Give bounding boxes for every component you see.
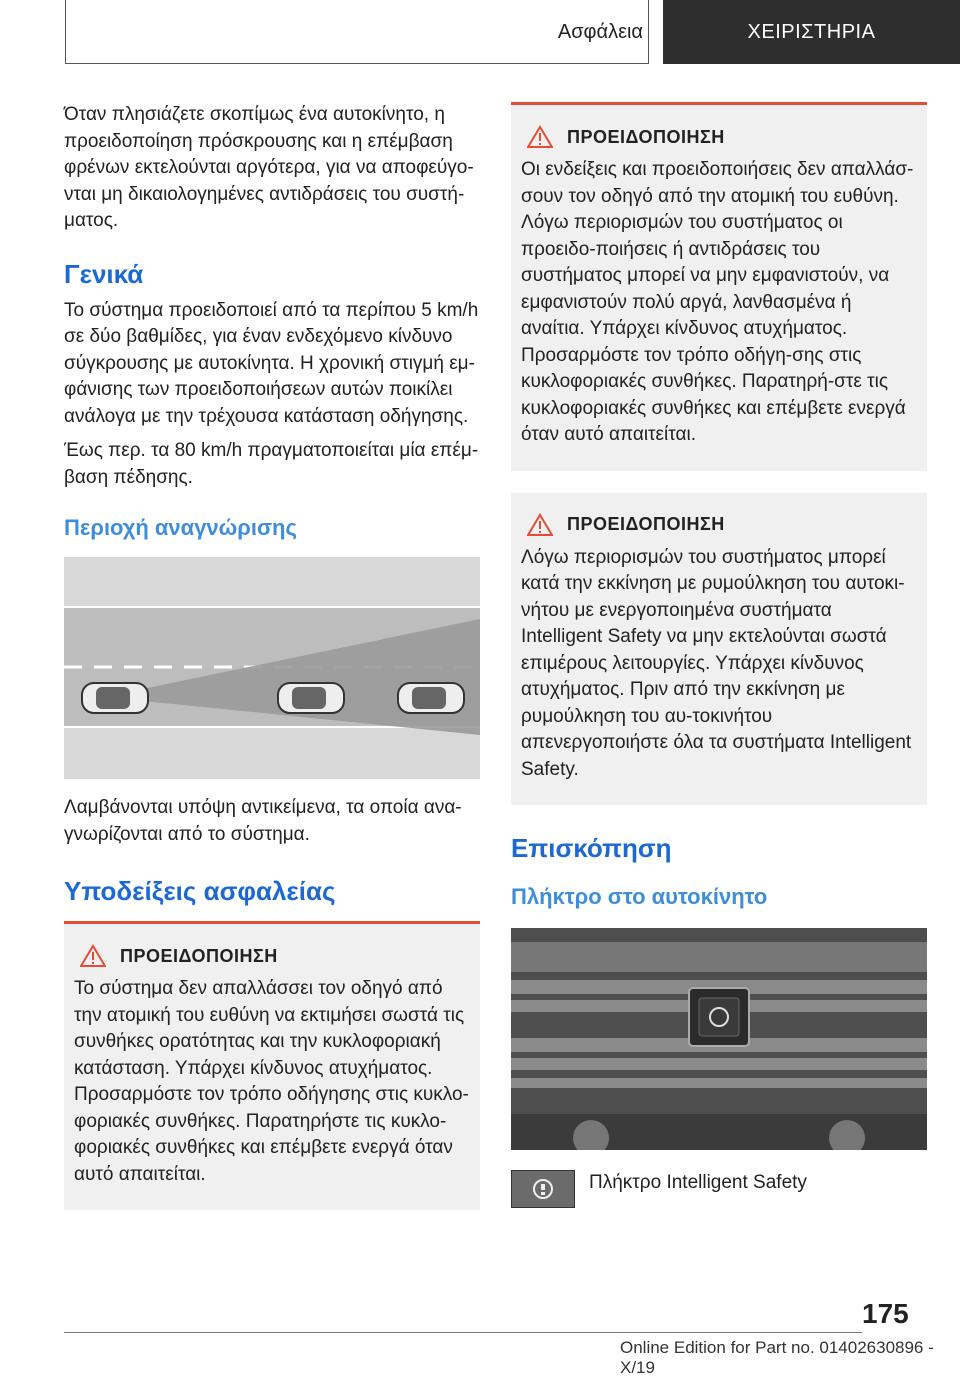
warning-box-2 (511, 102, 927, 471)
heading-detection-area: Περιοχή αναγνώρισης (64, 515, 297, 540)
warning-triangle-icon (527, 125, 553, 149)
warning-triangle-icon (527, 513, 553, 537)
button-caption: Πλήκτρο Intelligent Safety (589, 1172, 807, 1193)
car-front (398, 683, 464, 713)
detection-area-illustration (64, 557, 480, 779)
warning-3-text: Λόγω περιορισμών του συστήματος μπορεί κατά την εκκίνηση με ρυμούλκηση του αυτοκι-νήτου με ενεργοποιημένα συστήματα Intelligent Safety να μην εκτελούνται σωστά επιμέρους λειτουργίες. Υπάρχει κίνδυνος ατυχήματος. Πριν από την εκκίνηση με ρυμούλκηση του αυ-τοκινήτου απενεργοποιήστε όλα τα συστήματα Intelligent Safety. (521, 546, 912, 780)
header-chapter-tab: ΧΕΙΡΙΣΤΗΡΙΑ (663, 0, 960, 64)
general-paragraph-2: Έως περ. τα 80 km/h πραγματοποιείται μία επέμ-βαση πέδησης. (64, 440, 479, 488)
heading-overview: Επισκόπηση (511, 833, 672, 863)
warning-3-title: ΠΡΟΕΙΔΟΠΟΙΗΣΗ (567, 514, 725, 534)
page-number: 175 (862, 1298, 909, 1329)
car-own (82, 683, 148, 713)
dashboard-photo-drawing (511, 928, 927, 1150)
warning-box-3 (511, 493, 927, 806)
general-paragraph-1: Το σύστημα προειδοποιεί από τα περίπου 5 km/h σε δύο βαθμίδες, για έναν ενδεχόμενο κίνδυνο σύγκρουσης με αυτοκίνητα. Η χρονική στιγμή εμ-φάνισης των προειδοποιήσεων αυτών ποικίλει ανάλογα με την τρέχουσα κατάσταση οδήγησης. (64, 299, 479, 427)
warning-2-text: Οι ενδείξεις και προειδοποιήσεις δεν απαλλάσ-σουν τον οδηγό από την ατομική του ευθύνη. Λόγω περιορισμών του συστήματος οι προειδο-ποιήσεις ή αντιδράσεις του συστήματος μπορεί να μην εμφανιστούν, να εμφανιστούν πολύ αργά, λανθασμένα ή αναίτια. Υπάρχει κίνδυνος ατυχήματος. Προσαρμόστε τον τρόπο οδήγη-σης στις κυκλοφοριακές συνθήκες. Παρατηρή-στε τις κυκλοφοριακές συνθήκες και επέμβετε ενεργά όταν αυτό απαιτείται. (521, 159, 914, 445)
heading-button-in-car: Πλήκτρο στο αυτοκίνητο (511, 884, 768, 909)
intro-paragraph: Όταν πλησιάζετε σκοπίμως ένα αυτοκίνητο, η προειδοποίηση πρόσκρουσης και η επέμβαση φρένων εκτελούνται αργότερα, για να αποφεύγο-νται μη δικαιολογημένες αντιδράσεις του συστή-ματος. (64, 104, 474, 231)
button-legend-row (511, 1170, 927, 1208)
warning-1-text: Το σύστημα δεν απαλλάσσει τον οδηγό από την ατομική του ευθύνη να εκτιμήσει σωστά τις συνθήκες ορατότητας και την κυκλοφοριακή κατάσταση. Υπάρχει κίνδυνος ατυχήματος. Προσαρμόστε τον τρόπο οδήγησης στις κυκλο-φοριακές συνθήκες. Παρατηρήστε τις κυκλο-φοριακές συνθήκες και επέμβετε ενεργά όταν αυτό απαιτείται. (74, 978, 469, 1185)
detection-area-diagram (64, 557, 480, 779)
left-column (64, 102, 480, 1210)
footer-divider (64, 1332, 862, 1333)
detection-caption: Λαμβάνονται υπόψη αντικείμενα, τα οποία ανα-γνωρίζονται από το σύστημα. (64, 797, 462, 845)
right-column (511, 102, 927, 1208)
heading-general: Γενικά (64, 258, 144, 289)
warning-2-title: ΠΡΟΕΙΔΟΠΟΙΗΣΗ (567, 126, 725, 147)
warning-1-title: ΠΡΟΕΙΔΟΠΟΙΗΣΗ (120, 945, 278, 966)
edition-footer: Online Edition for Part no. 01402630896 - X/19 (620, 1338, 934, 1377)
warning-box-1 (64, 921, 480, 1210)
car-middle (278, 683, 344, 713)
heading-safety-notes: Υποδείξεις ασφαλείας (64, 876, 336, 906)
header-section-title: Ασφάλεια (557, 20, 643, 43)
intelligent-safety-button (511, 1170, 575, 1208)
warning-triangle-icon (80, 944, 106, 968)
intelligent-safety-icon (528, 1176, 558, 1202)
dashboard-button-photo (511, 928, 927, 1150)
